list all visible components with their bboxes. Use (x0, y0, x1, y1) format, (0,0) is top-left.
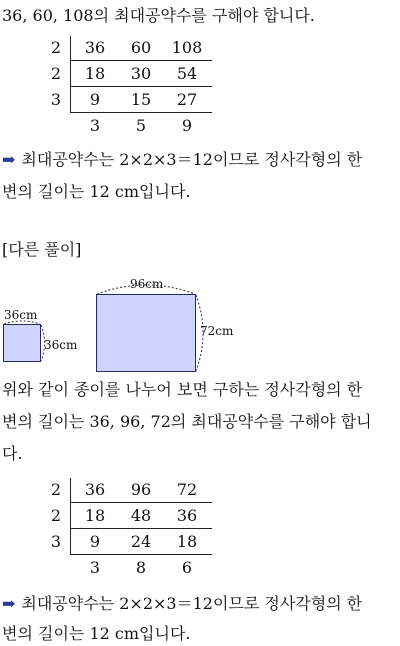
table-cell: 6 (181, 558, 193, 577)
explanation-line-2: 변의 길이는 36, 96, 72의 최대공약수를 구해야 합니 (2, 412, 372, 431)
large-width-arc (97, 285, 195, 294)
right-arrow-icon: ➡ (2, 594, 16, 613)
table-cell: 3 (89, 116, 101, 135)
table-cell: 18 (84, 64, 106, 83)
divisor: 2 (50, 38, 62, 57)
division-bracket-vertical (70, 36, 71, 112)
table-cell: 18 (84, 506, 106, 525)
table-cell: 108 (171, 38, 203, 57)
divisor: 2 (50, 64, 62, 83)
division-bracket-horizontal (70, 554, 212, 555)
table-cell: 48 (130, 506, 152, 525)
table-cell: 8 (135, 558, 147, 577)
other-solution-heading: [다른 풀이] (2, 240, 82, 259)
large-rect-width-label: 96cm (130, 277, 164, 291)
division-bracket-horizontal (70, 60, 212, 61)
table-cell: 27 (176, 90, 198, 109)
division-bracket-horizontal (70, 502, 212, 503)
division-bracket-horizontal (70, 86, 212, 87)
conclusion-text: 최대공약수는 2×2×3＝12이므로 정사각형의 한 (21, 150, 363, 169)
small-width-arc (4, 321, 40, 324)
table-cell: 15 (130, 90, 152, 109)
large-height-arc (196, 295, 203, 371)
explanation-line-3: 다. (2, 444, 23, 463)
table-cell: 36 (84, 38, 106, 57)
divisor: 2 (50, 480, 62, 499)
table-cell: 18 (176, 532, 198, 551)
division-bracket-horizontal (70, 112, 212, 113)
dimension-arcs (0, 270, 260, 380)
table-cell: 30 (130, 64, 152, 83)
table-cell: 9 (89, 532, 101, 551)
table-cell: 9 (89, 90, 101, 109)
small-height-arc (41, 325, 45, 361)
table-cell: 24 (130, 532, 152, 551)
table-cell: 3 (89, 558, 101, 577)
divisor: 3 (50, 532, 62, 551)
table-cell: 60 (130, 38, 152, 57)
small-square-width-label: 36cm (4, 308, 38, 322)
intro-text: 36, 60, 108의 최대공약수를 구해야 합니다. (2, 6, 315, 25)
table-cell: 54 (176, 64, 198, 83)
division-table-1 (40, 36, 220, 136)
table-cell: 96 (130, 480, 152, 499)
right-arrow-icon: ➡ (2, 150, 16, 169)
table-cell: 36 (176, 506, 198, 525)
conclusion-1-line-2: 변의 길이는 12 cm입니다. (2, 182, 191, 201)
figure (0, 270, 260, 380)
conclusion-2-line-2: 변의 길이는 12 cm입니다. (2, 624, 191, 643)
table-cell: 72 (176, 480, 198, 499)
table-cell: 9 (181, 116, 193, 135)
small-square-height-label: 36cm (44, 338, 78, 352)
division-bracket-vertical (70, 478, 71, 554)
large-rect-height-label: 72cm (200, 324, 234, 338)
explanation-line-1: 위와 같이 종이를 나누어 보면 구하는 정사각형의 한 (2, 380, 363, 399)
conclusion-2-line-1 (2, 594, 362, 614)
division-bracket-horizontal (70, 528, 212, 529)
conclusion-text: 최대공약수는 2×2×3＝12이므로 정사각형의 한 (21, 594, 363, 613)
division-table-2 (40, 478, 220, 578)
divisor: 2 (50, 506, 62, 525)
conclusion-1-line-1 (2, 150, 362, 170)
divisor: 3 (50, 90, 62, 109)
table-cell: 5 (135, 116, 147, 135)
table-cell: 36 (84, 480, 106, 499)
